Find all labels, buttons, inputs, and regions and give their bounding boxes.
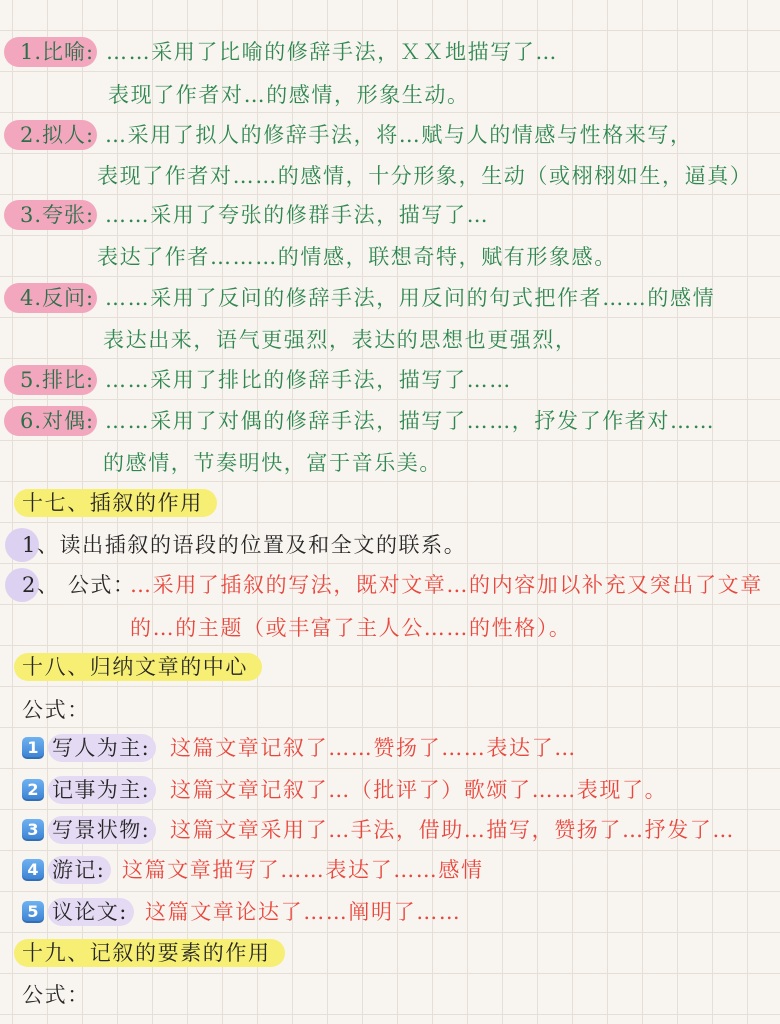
- hyperbole-label: 3.夸张:: [4, 200, 97, 230]
- section-17-item-2-label: 2、 公式：: [22, 573, 136, 597]
- center-item-1-label: 写人为主:: [48, 734, 156, 762]
- center-item-3-text: 这篇文章采用了…手法，借助…描写，赞扬了…抒发了…: [170, 818, 735, 842]
- section-17-item-2-cont: [0, 610, 780, 646]
- parallelism-formula-line-1: ……采用了排比的修辞手法，描写了……: [105, 368, 512, 392]
- rhetorical-question-formula-line-2: 表达出来，语气更强烈，表达的思想也更强烈，: [103, 328, 578, 352]
- hyperbole-formula-line-1: ……采用了夸张的修群手法，描写了…: [105, 203, 490, 227]
- rhetoric-row-personification-cont: [0, 158, 780, 194]
- section-17-item-1-text: 1、读出插叙的语段的位置及和全文的联系。: [22, 533, 467, 557]
- rhetoric-row-simile-cont: [0, 77, 780, 113]
- section-17-formula-line-2: 的…的主题（或丰富了主人公……的性格）。: [130, 616, 572, 640]
- center-item-3: [0, 812, 780, 848]
- section-18-heading-row: [0, 649, 780, 685]
- number-keycap-icon: 2: [22, 779, 44, 801]
- antithesis-label: 6.对偶:: [4, 406, 97, 436]
- rhetoric-row-personification: [0, 117, 780, 153]
- antithesis-formula-line-1: ……采用了对偶的修辞手法，描写了……，抒发了作者对……: [105, 409, 716, 433]
- rhetoric-row-hyperbole-cont: [0, 239, 780, 275]
- section-19-formula-label: 公式：: [22, 983, 90, 1007]
- section-18-formula-row: [0, 692, 780, 728]
- center-item-1: [0, 730, 780, 766]
- antithesis-formula-line-2: 的感情，节奏明快，富于音乐美。: [103, 451, 442, 475]
- section-18-formula-label: 公式：: [22, 698, 90, 722]
- personification-label: 2.拟人:: [4, 120, 97, 150]
- section-19-formula-row: [0, 977, 780, 1013]
- parallelism-label: 5.排比:: [4, 365, 97, 395]
- rhetoric-row-antithesis-cont: [0, 445, 780, 481]
- simile-label: 1.比喻:: [4, 37, 97, 67]
- center-item-5: [0, 894, 780, 930]
- center-item-1-text: 这篇文章记叙了……赞扬了……表达了…: [170, 736, 577, 760]
- center-item-4: [0, 852, 780, 888]
- rhetoric-row-hyperbole: [0, 197, 780, 233]
- section-17-item-2: [0, 567, 780, 603]
- section-17-heading-row: [0, 485, 780, 521]
- center-item-2-label: 记事为主:: [48, 776, 156, 804]
- section-17-heading: 十七、插叙的作用: [14, 489, 217, 517]
- number-keycap-icon: 4: [22, 859, 44, 881]
- rhetoric-row-simile: [0, 34, 780, 70]
- center-item-5-text: 这篇文章论达了……阐明了……: [145, 900, 462, 924]
- number-keycap-icon: 3: [22, 819, 44, 841]
- center-item-4-text: 这篇文章描写了……表达了……感情: [122, 858, 484, 882]
- number-keycap-icon: 5: [22, 901, 44, 923]
- section-19-heading-row: [0, 935, 780, 971]
- section-19-heading: 十九、记叙的要素的作用: [14, 939, 285, 967]
- personification-formula-line-2: 表现了作者对……的感情，十分形象，生动（或栩栩如生，逼真）: [97, 164, 753, 188]
- rhetoric-row-rhetorical-question: [0, 280, 780, 316]
- personification-formula-line-1: …采用了拟人的修辞手法，将…赋与人的情感与性格来写，: [105, 123, 693, 147]
- rhetoric-row-parallelism: [0, 362, 780, 398]
- simile-formula-line-2: 表现了作者对…的感情，形象生动。: [108, 83, 470, 107]
- section-18-heading: 十八、归纳文章的中心: [14, 653, 262, 681]
- section-17-formula-line-1: …采用了插叙的写法，既对文章…的内容加以补充又突出了文章: [130, 573, 763, 597]
- section-17-item-1: [0, 527, 780, 563]
- hyperbole-formula-line-2: 表达了作者………的情感，联想奇特，赋有形象感。: [97, 245, 617, 269]
- rhetoric-row-antithesis: [0, 403, 780, 439]
- center-item-5-label: 议论文:: [48, 898, 134, 926]
- center-item-2-text: 这篇文章记叙了…（批评了）歌颂了……表现了。: [170, 778, 668, 802]
- number-keycap-icon: 1: [22, 737, 44, 759]
- simile-formula-line-1: ……采用了比喻的修辞手法，ＸＸ地描写了…: [106, 40, 558, 64]
- center-item-4-label: 游记:: [48, 856, 111, 884]
- center-item-2: [0, 772, 780, 808]
- rhetorical-question-label: 4.反问:: [4, 283, 97, 313]
- center-item-3-label: 写景状物:: [48, 816, 156, 844]
- rhetoric-row-rhetorical-question-cont: [0, 322, 780, 358]
- rhetorical-question-formula-line-1: ……采用了反问的修辞手法，用反问的句式把作者……的感情: [105, 286, 716, 310]
